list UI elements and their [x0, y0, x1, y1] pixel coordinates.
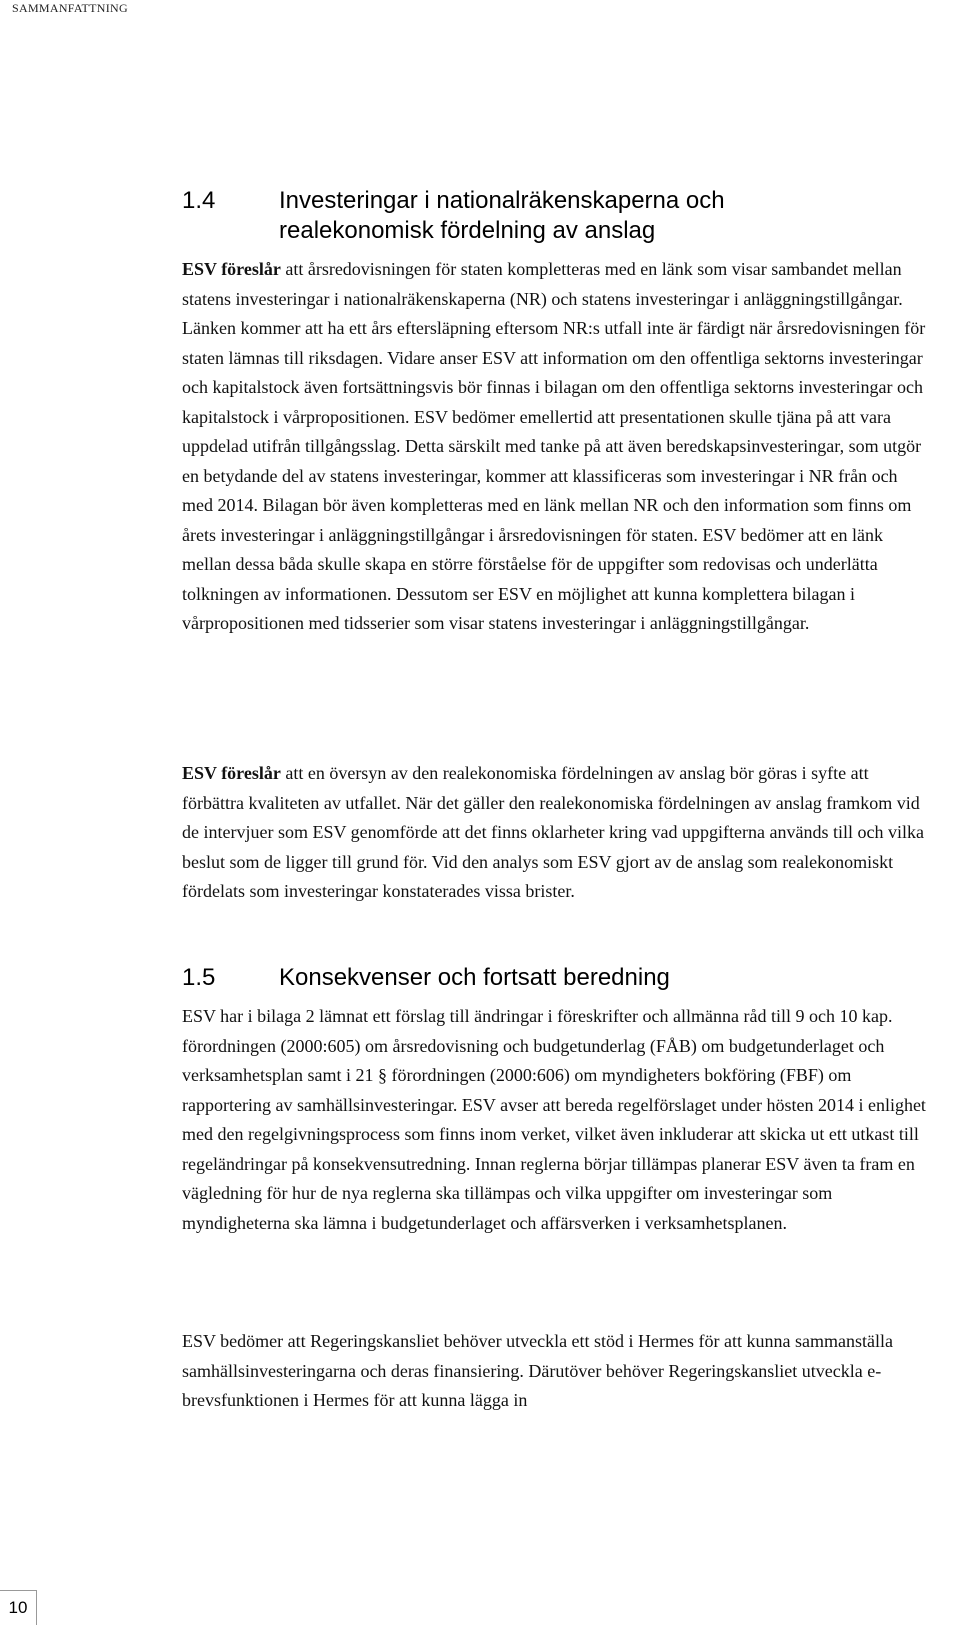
section-number: 1.4 [182, 187, 216, 214]
page-number: 10 [0, 1590, 37, 1625]
section-heading-1-5 [182, 963, 670, 993]
paragraph [182, 759, 932, 907]
bold-lead: ESV föreslår [182, 763, 281, 783]
paragraph: ESV bedömer att Regeringskansliet behöver utveckla ett stöd i Hermes för att kunna sammanställa samhällsinvesteringarna och deras finansiering. Därutöver behöver Regeringskansliet utveckla e-brevsfunktionen i Hermes för att kunna lägga in [182, 1331, 893, 1410]
section-heading-1-4 [182, 186, 725, 246]
section-1-4-body-2 [182, 759, 932, 907]
paragraph [182, 255, 932, 639]
section-title-line-2: realekonomisk fördelning av anslag [279, 217, 656, 244]
section-number: 1.5 [182, 964, 216, 991]
section-1-5-body [182, 1002, 932, 1238]
running-head: SAMMANFATTNING [12, 1, 128, 15]
paragraph-text: att årsredovisningen för staten kompletteras med en länk som visar sambandet mellan statens investeringar i nationalräkenskaperna (NR) och statens investeringar i anläggningstillgångar. Länken kommer att ha ett års eftersläpning eftersom NR:s utfall inte är färdigt när årsredovisningen för staten lämnas till riksdagen. Vidare anser ESV att information om den offentliga sektorns investeringar och kapitalstock även fortsättningsvis bör finnas i bilagan om den offentliga sektorns investeringar och kapitalstock i vårpropositionen. ESV bedömer emellertid att presentationen skulle tjäna på att vara uppdelad utifrån tillgångsslag. Detta särskilt med tanke på att även beredskapsinvesteringar, som utgör en betydande del av statens investeringar, kommer att klassificeras som investeringar i NR från och med 2014. Bilagan bör även kompletteras med en länk mellan NR och den information som finns om årets investeringar i anläggningstillgångar i årsredovisningen för staten. ESV bedömer att en länk mellan dessa båda skulle skapa en större förståelse för de uppgifter som redovisas och underlätta tolkningen av informationen. Dessutom ser ESV en möjlighet att kunna komplettera bilagan i vårpropositionen med tidsserier som visar statens investeringar i anläggningstillgångar. [182, 259, 926, 633]
paragraph-text: att en översyn av den realekonomiska fördelningen av anslag bör göras i syfte att förbättra kvaliteten av utfallet. När det gäller den realekonomiska fördelningen av anslag framkom vid de intervjuer som ESV genomförde att det finns oklarheter kring vad uppgifterna används till och vilka beslut som de ligger till grund för. Vid den analys som ESV gjort av de anslag som realekonomiskt fördelats som investeringar konstaterades vissa brister. [182, 763, 924, 901]
section-title-line-1: Investeringar i nationalräkenskaperna och [279, 187, 725, 214]
section-title: Konsekvenser och fortsatt beredning [279, 964, 670, 991]
section-1-5-body-2 [182, 1327, 932, 1416]
bold-lead: ESV föreslår [182, 259, 281, 279]
section-1-4-body [182, 255, 932, 639]
paragraph: ESV har i bilaga 2 lämnat ett förslag till ändringar i föreskrifter och allmänna råd till 9 och 10 kap. förordningen (2000:605) om årsredovisning och budgetunderlag (FÅB) om budgetunderlaget och verksamhetsplan samt i 21 § förordningen (2000:606) om myndigheters bokföring (FBF) om rapportering av samhällsinvesteringar. ESV avser att bereda regelförslaget under hösten 2014 i enlighet med den regelgivningsprocess som finns inom verket, vilket även inkluderar att skicka ut ett utkast till regeländringar på konsekvensutredning. Innan reglerna börjar tillämpas planerar ESV även ta fram en vägledning för hur de nya reglerna ska tillämpas och vilka uppgifter om investeringar som myndigheterna ska lämna i budgetunderlaget och affärsverken i verksamhetsplanen. [182, 1006, 926, 1233]
